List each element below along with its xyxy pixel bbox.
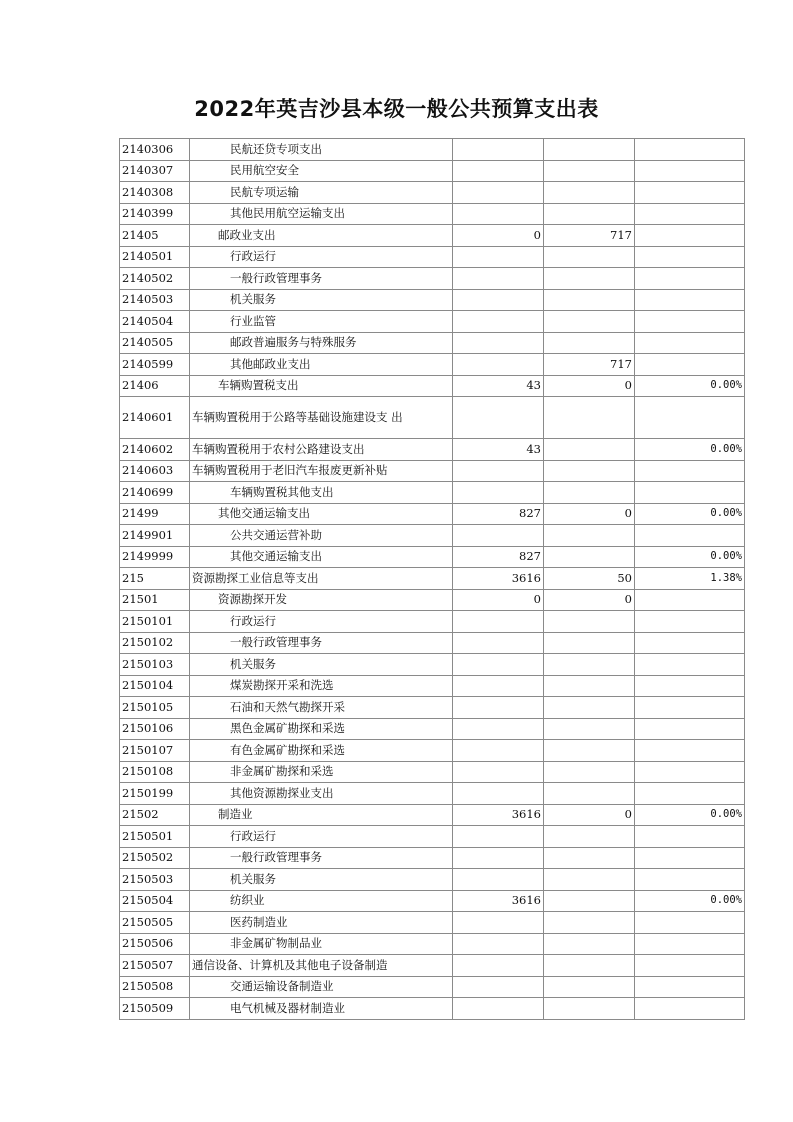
name-cell: 医药制造业: [190, 912, 453, 934]
actual-cell: [544, 203, 635, 225]
budget-cell: 43: [453, 439, 544, 461]
table-row: [120, 589, 745, 611]
ratio-cell: [635, 397, 745, 439]
code-cell: 2150507: [120, 955, 190, 977]
actual-cell: [544, 632, 635, 654]
actual-cell: [544, 847, 635, 869]
name-cell: 机关服务: [190, 654, 453, 676]
actual-cell: [544, 761, 635, 783]
budget-cell: [453, 160, 544, 182]
table-row: [120, 568, 745, 590]
table-row: [120, 675, 745, 697]
budget-cell: [453, 912, 544, 934]
actual-cell: 50: [544, 568, 635, 590]
ratio-cell: [635, 654, 745, 676]
budget-table-body: [120, 139, 745, 1020]
actual-cell: [544, 160, 635, 182]
actual-cell: [544, 460, 635, 482]
table-row: [120, 718, 745, 740]
code-cell: 2150505: [120, 912, 190, 934]
ratio-cell: [635, 976, 745, 998]
code-cell: 21501: [120, 589, 190, 611]
budget-cell: [453, 826, 544, 848]
name-cell: 公共交通运营补助: [190, 525, 453, 547]
table-row: [120, 826, 745, 848]
actual-cell: [544, 246, 635, 268]
ratio-cell: [635, 912, 745, 934]
code-cell: 2140503: [120, 289, 190, 311]
budget-cell: [453, 675, 544, 697]
name-cell: 机关服务: [190, 869, 453, 891]
ratio-cell: [635, 697, 745, 719]
name-cell: 一般行政管理事务: [190, 847, 453, 869]
actual-cell: [544, 933, 635, 955]
budget-cell: [453, 869, 544, 891]
name-cell: 其他民用航空运输支出: [190, 203, 453, 225]
table-row: [120, 632, 745, 654]
code-cell: 2150508: [120, 976, 190, 998]
budget-cell: [453, 740, 544, 762]
actual-cell: [544, 482, 635, 504]
table-row: [120, 354, 745, 376]
name-cell: 一般行政管理事务: [190, 268, 453, 290]
actual-cell: 0: [544, 589, 635, 611]
budget-cell: [453, 354, 544, 376]
code-cell: 2140306: [120, 139, 190, 161]
budget-cell: [453, 525, 544, 547]
ratio-cell: [635, 354, 745, 376]
table-row: [120, 182, 745, 204]
table-row: [120, 847, 745, 869]
code-cell: 21499: [120, 503, 190, 525]
code-cell: 2150103: [120, 654, 190, 676]
budget-cell: [453, 203, 544, 225]
table-row: [120, 225, 745, 247]
code-cell: 2150105: [120, 697, 190, 719]
actual-cell: 0: [544, 804, 635, 826]
table-row: [120, 761, 745, 783]
budget-cell: [453, 289, 544, 311]
budget-cell: [453, 718, 544, 740]
actual-cell: [544, 955, 635, 977]
table-row: [120, 139, 745, 161]
ratio-cell: [635, 268, 745, 290]
name-cell: 邮政普遍服务与特殊服务: [190, 332, 453, 354]
code-cell: 21405: [120, 225, 190, 247]
name-cell: 民用航空安全: [190, 160, 453, 182]
actual-cell: [544, 439, 635, 461]
actual-cell: [544, 718, 635, 740]
budget-cell: [453, 246, 544, 268]
name-cell: 民航还贷专项支出: [190, 139, 453, 161]
ratio-cell: 0.00%: [635, 375, 745, 397]
code-cell: 2150199: [120, 783, 190, 805]
code-cell: 2140308: [120, 182, 190, 204]
table-row: [120, 268, 745, 290]
table-row: [120, 783, 745, 805]
code-cell: 2150504: [120, 890, 190, 912]
actual-cell: 0: [544, 375, 635, 397]
actual-cell: [544, 311, 635, 333]
name-cell: 行政运行: [190, 826, 453, 848]
ratio-cell: [635, 460, 745, 482]
ratio-cell: [635, 632, 745, 654]
code-cell: 2140601: [120, 397, 190, 439]
code-cell: 2150101: [120, 611, 190, 633]
actual-cell: [544, 783, 635, 805]
name-cell: 其他资源勘探业支出: [190, 783, 453, 805]
budget-cell: [453, 632, 544, 654]
code-cell: 2140699: [120, 482, 190, 504]
code-cell: 2140505: [120, 332, 190, 354]
budget-cell: [453, 268, 544, 290]
table-row: [120, 890, 745, 912]
name-cell: 邮政业支出: [190, 225, 453, 247]
code-cell: 2140307: [120, 160, 190, 182]
actual-cell: [544, 697, 635, 719]
ratio-cell: [635, 611, 745, 633]
ratio-cell: [635, 589, 745, 611]
table-row: [120, 289, 745, 311]
page-title: 2022年英吉沙县本级一般公共预算支出表: [194, 97, 599, 121]
table-row: [120, 740, 745, 762]
code-cell: 2150107: [120, 740, 190, 762]
table-row: [120, 804, 745, 826]
budget-cell: [453, 761, 544, 783]
code-cell: 21502: [120, 804, 190, 826]
actual-cell: [544, 890, 635, 912]
ratio-cell: 0.00%: [635, 546, 745, 568]
ratio-cell: [635, 182, 745, 204]
budget-cell: [453, 397, 544, 439]
ratio-cell: [635, 675, 745, 697]
ratio-cell: [635, 246, 745, 268]
budget-cell: [453, 998, 544, 1020]
name-cell: 黑色金属矿勘探和采选: [190, 718, 453, 740]
name-cell: 非金属矿物制品业: [190, 933, 453, 955]
name-cell: 民航专项运输: [190, 182, 453, 204]
name-cell: 车辆购置税用于公路等基础设施建设支 出: [190, 397, 453, 439]
name-cell: 有色金属矿勘探和采选: [190, 740, 453, 762]
name-cell: 其他交通运输支出: [190, 503, 453, 525]
code-cell: 2140599: [120, 354, 190, 376]
ratio-cell: [635, 160, 745, 182]
budget-cell: [453, 460, 544, 482]
budget-cell: [453, 332, 544, 354]
actual-cell: [544, 976, 635, 998]
ratio-cell: [635, 761, 745, 783]
name-cell: 行政运行: [190, 611, 453, 633]
table-row: [120, 525, 745, 547]
actual-cell: [544, 740, 635, 762]
code-cell: 2140399: [120, 203, 190, 225]
table-row: [120, 246, 745, 268]
budget-cell: [453, 611, 544, 633]
budget-cell: [453, 697, 544, 719]
table-row: [120, 439, 745, 461]
table-row: [120, 933, 745, 955]
code-cell: 2140603: [120, 460, 190, 482]
name-cell: 制造业: [190, 804, 453, 826]
code-cell: 2140502: [120, 268, 190, 290]
budget-cell: [453, 955, 544, 977]
actual-cell: [544, 182, 635, 204]
name-cell: 一般行政管理事务: [190, 632, 453, 654]
code-cell: 2150501: [120, 826, 190, 848]
name-cell: 其他交通运输支出: [190, 546, 453, 568]
ratio-cell: 0.00%: [635, 503, 745, 525]
name-cell: 纺织业: [190, 890, 453, 912]
actual-cell: [544, 912, 635, 934]
ratio-cell: [635, 139, 745, 161]
table-row: [120, 460, 745, 482]
ratio-cell: [635, 826, 745, 848]
ratio-cell: [635, 998, 745, 1020]
code-cell: 21406: [120, 375, 190, 397]
actual-cell: [544, 826, 635, 848]
code-cell: 2150106: [120, 718, 190, 740]
budget-cell: 3616: [453, 804, 544, 826]
code-cell: 2149901: [120, 525, 190, 547]
budget-cell: 0: [453, 589, 544, 611]
name-cell: 资源勘探工业信息等支出: [190, 568, 453, 590]
table-row: [120, 998, 745, 1020]
actual-cell: [544, 139, 635, 161]
budget-table: [119, 138, 745, 1020]
ratio-cell: [635, 482, 745, 504]
table-row: [120, 397, 745, 439]
table-row: [120, 332, 745, 354]
code-cell: 2150108: [120, 761, 190, 783]
table-row: [120, 503, 745, 525]
name-cell: 车辆购置税支出: [190, 375, 453, 397]
budget-cell: [453, 482, 544, 504]
ratio-cell: 1.38%: [635, 568, 745, 590]
table-row: [120, 955, 745, 977]
table-row: [120, 869, 745, 891]
actual-cell: [544, 289, 635, 311]
table-row: [120, 160, 745, 182]
budget-cell: 827: [453, 546, 544, 568]
ratio-cell: [635, 718, 745, 740]
actual-cell: 717: [544, 225, 635, 247]
table-row: [120, 203, 745, 225]
code-cell: 2150102: [120, 632, 190, 654]
actual-cell: [544, 611, 635, 633]
budget-cell: [453, 139, 544, 161]
budget-cell: 3616: [453, 890, 544, 912]
ratio-cell: [635, 847, 745, 869]
actual-cell: [544, 998, 635, 1020]
code-cell: 2150104: [120, 675, 190, 697]
ratio-cell: [635, 869, 745, 891]
name-cell: 非金属矿勘探和采选: [190, 761, 453, 783]
name-cell: 交通运输设备制造业: [190, 976, 453, 998]
actual-cell: [544, 869, 635, 891]
actual-cell: [544, 546, 635, 568]
budget-cell: [453, 182, 544, 204]
ratio-cell: 0.00%: [635, 890, 745, 912]
ratio-cell: 0.00%: [635, 804, 745, 826]
name-cell: 行业监管: [190, 311, 453, 333]
name-cell: 电气机械及器材制造业: [190, 998, 453, 1020]
budget-cell: [453, 976, 544, 998]
code-cell: 215: [120, 568, 190, 590]
code-cell: 2149999: [120, 546, 190, 568]
budget-cell: [453, 311, 544, 333]
ratio-cell: [635, 740, 745, 762]
code-cell: 2150509: [120, 998, 190, 1020]
actual-cell: 717: [544, 354, 635, 376]
budget-cell: [453, 847, 544, 869]
name-cell: 资源勘探开发: [190, 589, 453, 611]
ratio-cell: [635, 933, 745, 955]
name-cell: 通信设备、计算机及其他电子设备制造: [190, 955, 453, 977]
name-cell: 其他邮政业支出: [190, 354, 453, 376]
actual-cell: [544, 525, 635, 547]
ratio-cell: [635, 783, 745, 805]
code-cell: 2140602: [120, 439, 190, 461]
actual-cell: [544, 332, 635, 354]
ratio-cell: 0.00%: [635, 439, 745, 461]
actual-cell: [544, 397, 635, 439]
table-row: [120, 976, 745, 998]
budget-cell: 827: [453, 503, 544, 525]
ratio-cell: [635, 225, 745, 247]
ratio-cell: [635, 332, 745, 354]
name-cell: 车辆购置税用于农村公路建设支出: [190, 439, 453, 461]
actual-cell: [544, 675, 635, 697]
table-row: [120, 654, 745, 676]
actual-cell: [544, 654, 635, 676]
ratio-cell: [635, 203, 745, 225]
budget-cell: 3616: [453, 568, 544, 590]
table-row: [120, 611, 745, 633]
budget-cell: [453, 933, 544, 955]
code-cell: 2140501: [120, 246, 190, 268]
table-row: [120, 375, 745, 397]
code-cell: 2150502: [120, 847, 190, 869]
name-cell: 石油和天然气勘探开采: [190, 697, 453, 719]
name-cell: 煤炭勘探开采和洗选: [190, 675, 453, 697]
name-cell: 机关服务: [190, 289, 453, 311]
budget-cell: [453, 654, 544, 676]
budget-cell: [453, 783, 544, 805]
code-cell: 2150506: [120, 933, 190, 955]
code-cell: 2150503: [120, 869, 190, 891]
code-cell: 2140504: [120, 311, 190, 333]
actual-cell: [544, 268, 635, 290]
name-cell: 车辆购置税其他支出: [190, 482, 453, 504]
ratio-cell: [635, 289, 745, 311]
table-row: [120, 311, 745, 333]
table-row: [120, 697, 745, 719]
name-cell: 行政运行: [190, 246, 453, 268]
budget-cell: 0: [453, 225, 544, 247]
name-cell: 车辆购置税用于老旧汽车报废更新补贴: [190, 460, 453, 482]
actual-cell: 0: [544, 503, 635, 525]
table-row: [120, 912, 745, 934]
table-row: [120, 482, 745, 504]
ratio-cell: [635, 311, 745, 333]
budget-cell: 43: [453, 375, 544, 397]
ratio-cell: [635, 955, 745, 977]
ratio-cell: [635, 525, 745, 547]
table-row: [120, 546, 745, 568]
